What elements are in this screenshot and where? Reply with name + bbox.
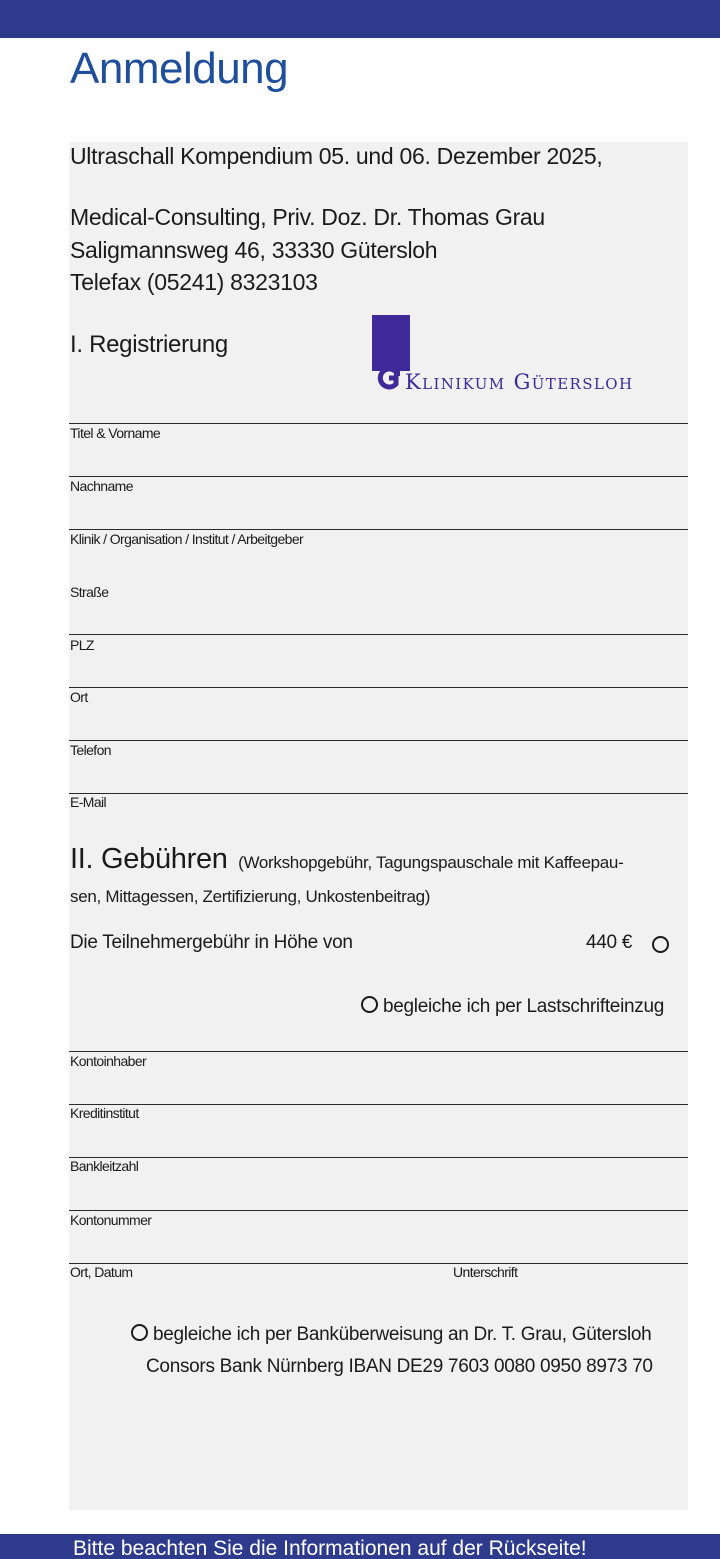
registration-heading: I. Registrierung xyxy=(70,331,228,358)
field-place-date[interactable]: Ort, Datum xyxy=(70,1264,133,1280)
field-line xyxy=(69,740,688,741)
fees-heading-row xyxy=(70,843,623,876)
organizer-address: Saligmannsweg 46, 33330 Gütersloh xyxy=(70,237,438,263)
field-zip[interactable]: PLZ xyxy=(70,637,94,653)
transfer-account: Consors Bank Nürnberg IBAN DE29 7603 0080 0950 8973 70 xyxy=(146,1356,653,1377)
field-line xyxy=(69,634,688,635)
field-line xyxy=(69,476,688,477)
clinic-logo-block xyxy=(372,315,410,371)
field-last-name[interactable]: Nachname xyxy=(70,478,133,494)
organizer-name: Medical-Consulting, Priv. Doz. Dr. Thomas Grau xyxy=(70,204,545,230)
transfer-radio[interactable] xyxy=(131,1324,148,1341)
field-street[interactable]: Straße xyxy=(70,584,109,600)
top-bar xyxy=(0,0,720,38)
event-title: Ultraschall Kompendium 05. und 06. Dezember 2025, xyxy=(70,143,603,169)
fee-amount: 440 € xyxy=(586,932,633,953)
field-line xyxy=(69,1157,688,1158)
debit-radio[interactable] xyxy=(361,996,378,1013)
fees-note-2: sen, Mittagessen, Zertifizierung, Unkostenbeitrag) xyxy=(70,887,431,906)
field-line xyxy=(69,529,688,530)
transfer-option-label: begleiche ich per Banküberweisung an Dr. T. Grau, Gütersloh xyxy=(152,1324,652,1345)
field-phone[interactable]: Telefon xyxy=(70,742,111,758)
field-account-number[interactable]: Kontonummer xyxy=(70,1212,152,1228)
fee-radio[interactable] xyxy=(652,936,669,953)
fees-note-1: (Workshopgebühr, Tagungspauschale mit Kaffeepau- xyxy=(238,853,624,872)
field-bank-code[interactable]: Bankleitzahl xyxy=(70,1158,139,1174)
field-line xyxy=(69,1210,688,1211)
transfer-option[interactable] xyxy=(131,1324,651,1346)
footer-note: Bitte beachten Sie die Informationen auf der Rückseite! xyxy=(73,1537,587,1559)
clinic-logo-mark-icon xyxy=(376,366,400,390)
page-title: Anmeldung xyxy=(70,44,289,93)
field-account-holder[interactable]: Kontoinhaber xyxy=(70,1053,147,1069)
field-organization[interactable]: Klinik / Organisation / Institut / Arbeitgeber xyxy=(70,531,304,547)
field-bank-name[interactable]: Kreditinstitut xyxy=(70,1105,139,1121)
field-line xyxy=(69,1051,688,1052)
field-line xyxy=(69,793,688,794)
fee-label: Die Teilnehmergebühr in Höhe von xyxy=(70,932,353,953)
organizer-fax: Telefax (05241) 8323103 xyxy=(70,269,318,295)
field-line xyxy=(69,1263,688,1264)
clinic-logo-text: Klinikum Gütersloh xyxy=(405,370,634,394)
debit-option[interactable] xyxy=(361,996,664,1018)
field-email[interactable]: E-Mail xyxy=(70,794,107,810)
footer-bar xyxy=(0,1534,720,1559)
debit-option-label: begleiche ich per Lastschrifteinzug xyxy=(382,996,664,1017)
field-line xyxy=(69,423,688,424)
field-signature[interactable]: Unterschrift xyxy=(453,1264,518,1280)
fees-heading: II. Gebühren xyxy=(70,843,228,875)
field-city[interactable]: Ort xyxy=(70,689,88,705)
field-first-name[interactable]: Titel & Vorname xyxy=(70,425,161,441)
field-line xyxy=(69,687,688,688)
field-line xyxy=(69,1104,688,1105)
